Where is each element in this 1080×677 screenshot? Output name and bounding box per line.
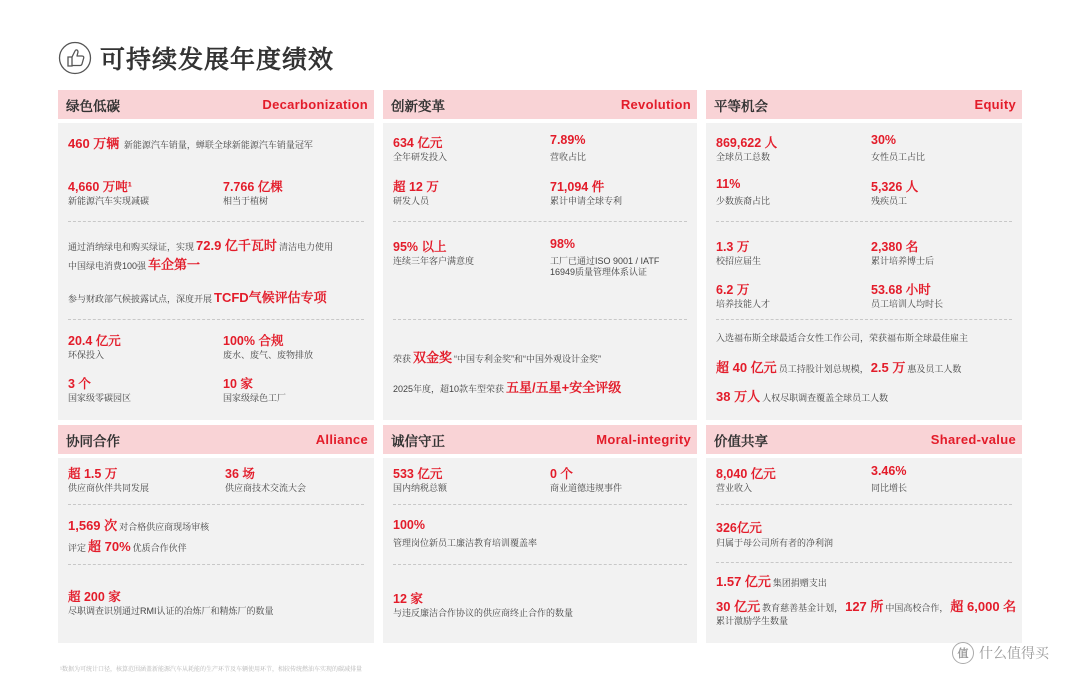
stat-value: 车企第一 [148,257,201,272]
stat-text: 中国绿电消费100强 [68,261,147,271]
stat-line: 入选福布斯全球最适合女性工作公司，荣获福布斯全球最佳雇主 [716,333,969,343]
panel-header [58,90,374,119]
stat-value: 超 200 家 [68,590,121,604]
panel-moral-integrity [383,425,697,643]
divider [68,319,364,320]
stat-line [68,235,333,254]
stat-text: 通过消纳绿电和购买绿证，实现 [68,242,195,252]
stat-label: 营收占比 [550,152,587,162]
panel-title-en: Shared-value [930,432,1016,447]
stat-value: 双金奖 [413,350,453,365]
watermark [952,642,1049,664]
stat-value: 7.766 亿棵 [223,180,283,194]
stat-value: 30 亿元 [716,599,761,614]
stat-text: “中国专利金奖”和“中国外观设计金奖” [454,354,602,364]
stat-label: 校招应届生 [716,256,762,266]
stat-value: 30% [871,133,897,147]
stat-line [393,377,623,396]
panel-title-zh: 绿色低碳 [66,98,120,114]
stat-line [716,571,827,590]
divider [68,504,364,505]
stat-label: 管理岗位新员工廉洁教育培训覆盖率 [393,538,538,548]
stat-line [68,287,329,306]
stat-value: 634 亿元 [393,136,443,150]
stat-line [68,254,202,273]
stat-text: 人权尽职调查覆盖全球员工人数 [762,393,889,403]
stat-value: 6.2 万 [716,283,750,297]
stat-line [716,357,961,376]
panel-title-zh: 平等机会 [714,98,768,114]
panel-decarbonization [58,90,374,420]
stat-value: 8,040 亿元 [716,467,776,481]
stat-value: 12 家 [393,592,423,606]
panel-title-en: Revolution [620,97,691,112]
stat-label: 归属于母公司所有者的净利润 [716,538,834,548]
panel-equity [706,90,1022,420]
thumbs-up-icon [58,41,92,75]
footnote: ¹数据为可统计口径，核算范围涵盖新能源汽车从耗能的生产环节及车辆使用环节，相较传统燃油车实现的碳减排量 [60,667,363,673]
stat-label: 尽职调查识别通过RMI认证的冶炼厂和精炼厂的数量 [68,606,274,616]
stat-value: 98% [550,237,576,251]
stat-value: 超 70% [88,539,131,554]
divider [393,319,687,320]
stat-value: 72.9 亿千瓦时 [196,238,277,253]
stat-label: 累计培养博士后 [871,256,935,266]
stat-value: 2.5 万 [870,360,906,375]
stat-text: 荣获 [393,354,412,364]
stat-value: 0 个 [550,467,573,481]
stat-text: 2025年度，超10款车型荣获 [393,384,505,394]
panel-header [383,425,697,454]
stat-label: 累计激励学生数量 [716,616,789,626]
divider [68,564,364,565]
stat-label: 连续三年客户满意度 [393,256,475,266]
panel-alliance [58,425,374,643]
stat-label: 供应商伙伴共同发展 [68,483,150,493]
stat-label: 培养技能人才 [716,299,771,309]
panel-body [706,123,1022,420]
panel-title-zh: 价值共享 [714,433,768,449]
stat-value: 4,660 万吨¹ [68,180,132,194]
panel-title-en: Moral-integrity [596,432,691,447]
watermark-logo-icon: 值 [952,642,974,664]
title-row [58,38,334,78]
stat-label: 废水、废气、废物排放 [223,350,314,360]
divider [68,221,364,222]
panel-body [58,123,374,420]
panel-header [706,425,1022,454]
stat-label: 同比增长 [871,483,908,493]
stat-value: 超 6,000 名 [950,599,1017,614]
stat-text: 员工持股计划总规模， [778,364,869,374]
stat-line [716,596,1018,615]
watermark-text: 什么值得买 [979,645,1049,661]
stat-text: 对合格供应商现场审核 [119,522,210,532]
stat-value: 1.3 万 [716,240,750,254]
stat-value: 1,569 次 [68,518,118,533]
stat-label: 国家级零碳园区 [68,393,132,403]
stat-label: 营业收入 [716,483,753,493]
stat-label: 供应商技术交流大会 [225,483,307,493]
stat-label: 新能源汽车销量，蝉联全球新能源汽车销量冠军 [123,140,313,150]
stat-value: 100% 合规 [223,334,284,348]
stat-label: 新能源汽车实现减碳 [68,196,150,206]
divider [393,221,687,222]
panel-header [58,425,374,454]
stat-value: 20.4 亿元 [68,334,121,348]
stat-value: TCFD气候评估专项 [214,290,327,305]
stat-value: 7.89% [550,133,586,147]
panel-title-en: Equity [974,97,1016,112]
stat-line [68,133,313,152]
stat-value: 超 1.5 万 [68,467,118,481]
stat-text: 评定 [68,543,87,553]
stat-value: 95% 以上 [393,240,447,254]
stat-value: 100% [393,518,425,532]
divider [393,504,687,505]
stat-value: 5,326 人 [871,180,919,194]
stat-label: 环保投入 [68,350,105,360]
panel-shared-value [706,425,1022,643]
stat-label: 工厂已通过ISO 9001 / IATF [550,256,660,266]
stat-label: 商业道德违规事件 [550,483,623,493]
panel-title-zh: 协同合作 [66,433,120,449]
stat-label: 16949质量管理体系认证 [550,267,648,277]
stat-text: 中国高校合作， [885,603,949,613]
stat-label: 少数族裔占比 [716,196,771,206]
stat-text: 优质合作伙伴 [132,543,187,553]
stat-text: 教育慈善基金计划， [762,603,844,613]
panel-title-en: Alliance [315,432,368,447]
stat-value: 五星/五星+安全评级 [506,380,622,395]
divider [716,319,1012,320]
panel-revolution [383,90,697,420]
panel-title-en: Decarbonization [262,97,368,112]
panel-header [706,90,1022,119]
stat-label: 累计申请全球专利 [550,196,623,206]
stat-label: 国家级绿色工厂 [223,393,287,403]
stat-text: 惠及员工人数 [907,364,962,374]
panel-body [383,458,697,643]
divider [716,562,1012,563]
panel-title-zh: 创新变革 [391,98,445,114]
stat-line [68,536,187,555]
stat-text: 参与财政部气候披露试点，深度开展 [68,294,213,304]
stat-label: 研发人员 [393,196,430,206]
stat-text: 清洁电力使用 [278,242,333,252]
stat-label: 相当于植树 [223,196,269,206]
stat-value: 1.57 亿元 [716,574,771,589]
stat-value: 超 40 亿元 [716,360,777,375]
stat-value: 超 12 万 [393,180,439,194]
stat-line [393,347,601,366]
stat-value: 127 所 [845,599,884,614]
stat-value: 53.68 小时 [871,283,931,297]
stat-line [68,515,209,534]
stat-label: 全年研发投入 [393,152,448,162]
divider [716,221,1012,222]
stat-label: 残疾员工 [871,196,908,206]
divider [393,564,687,565]
stat-value: 2,380 名 [871,240,919,254]
stat-value: 326亿元 [716,521,762,535]
stat-label: 与违反廉洁合作协议的供应商终止合作的数量 [393,608,574,618]
stat-line [716,386,888,405]
stat-value: 533 亿元 [393,467,443,481]
stat-value: 3.46% [871,464,907,478]
divider [716,504,1012,505]
stat-value: 3 个 [68,377,91,391]
panel-title-zh: 诚信守正 [391,433,445,449]
panel-body [706,458,1022,643]
stat-value: 71,094 件 [550,180,605,194]
stat-value: 38 万人 [716,389,761,404]
panel-body [58,458,374,643]
stat-value: 11% [716,177,741,191]
stat-label: 员工培训人均时长 [871,299,944,309]
panel-header [383,90,697,119]
stat-label: 全球员工总数 [716,152,771,162]
stat-value: 10 家 [223,377,253,391]
stat-text: 集团捐赠支出 [772,578,827,588]
stat-value: 36 场 [225,467,255,481]
page-title: 可持续发展年度绩效 [100,46,335,74]
stat-value: 869,622 人 [716,136,778,150]
panel-body [383,123,697,420]
stat-label: 女性员工占比 [871,152,926,162]
stat-value: 460 万辆 [68,136,120,151]
stat-label: 国内纳税总额 [393,483,448,493]
